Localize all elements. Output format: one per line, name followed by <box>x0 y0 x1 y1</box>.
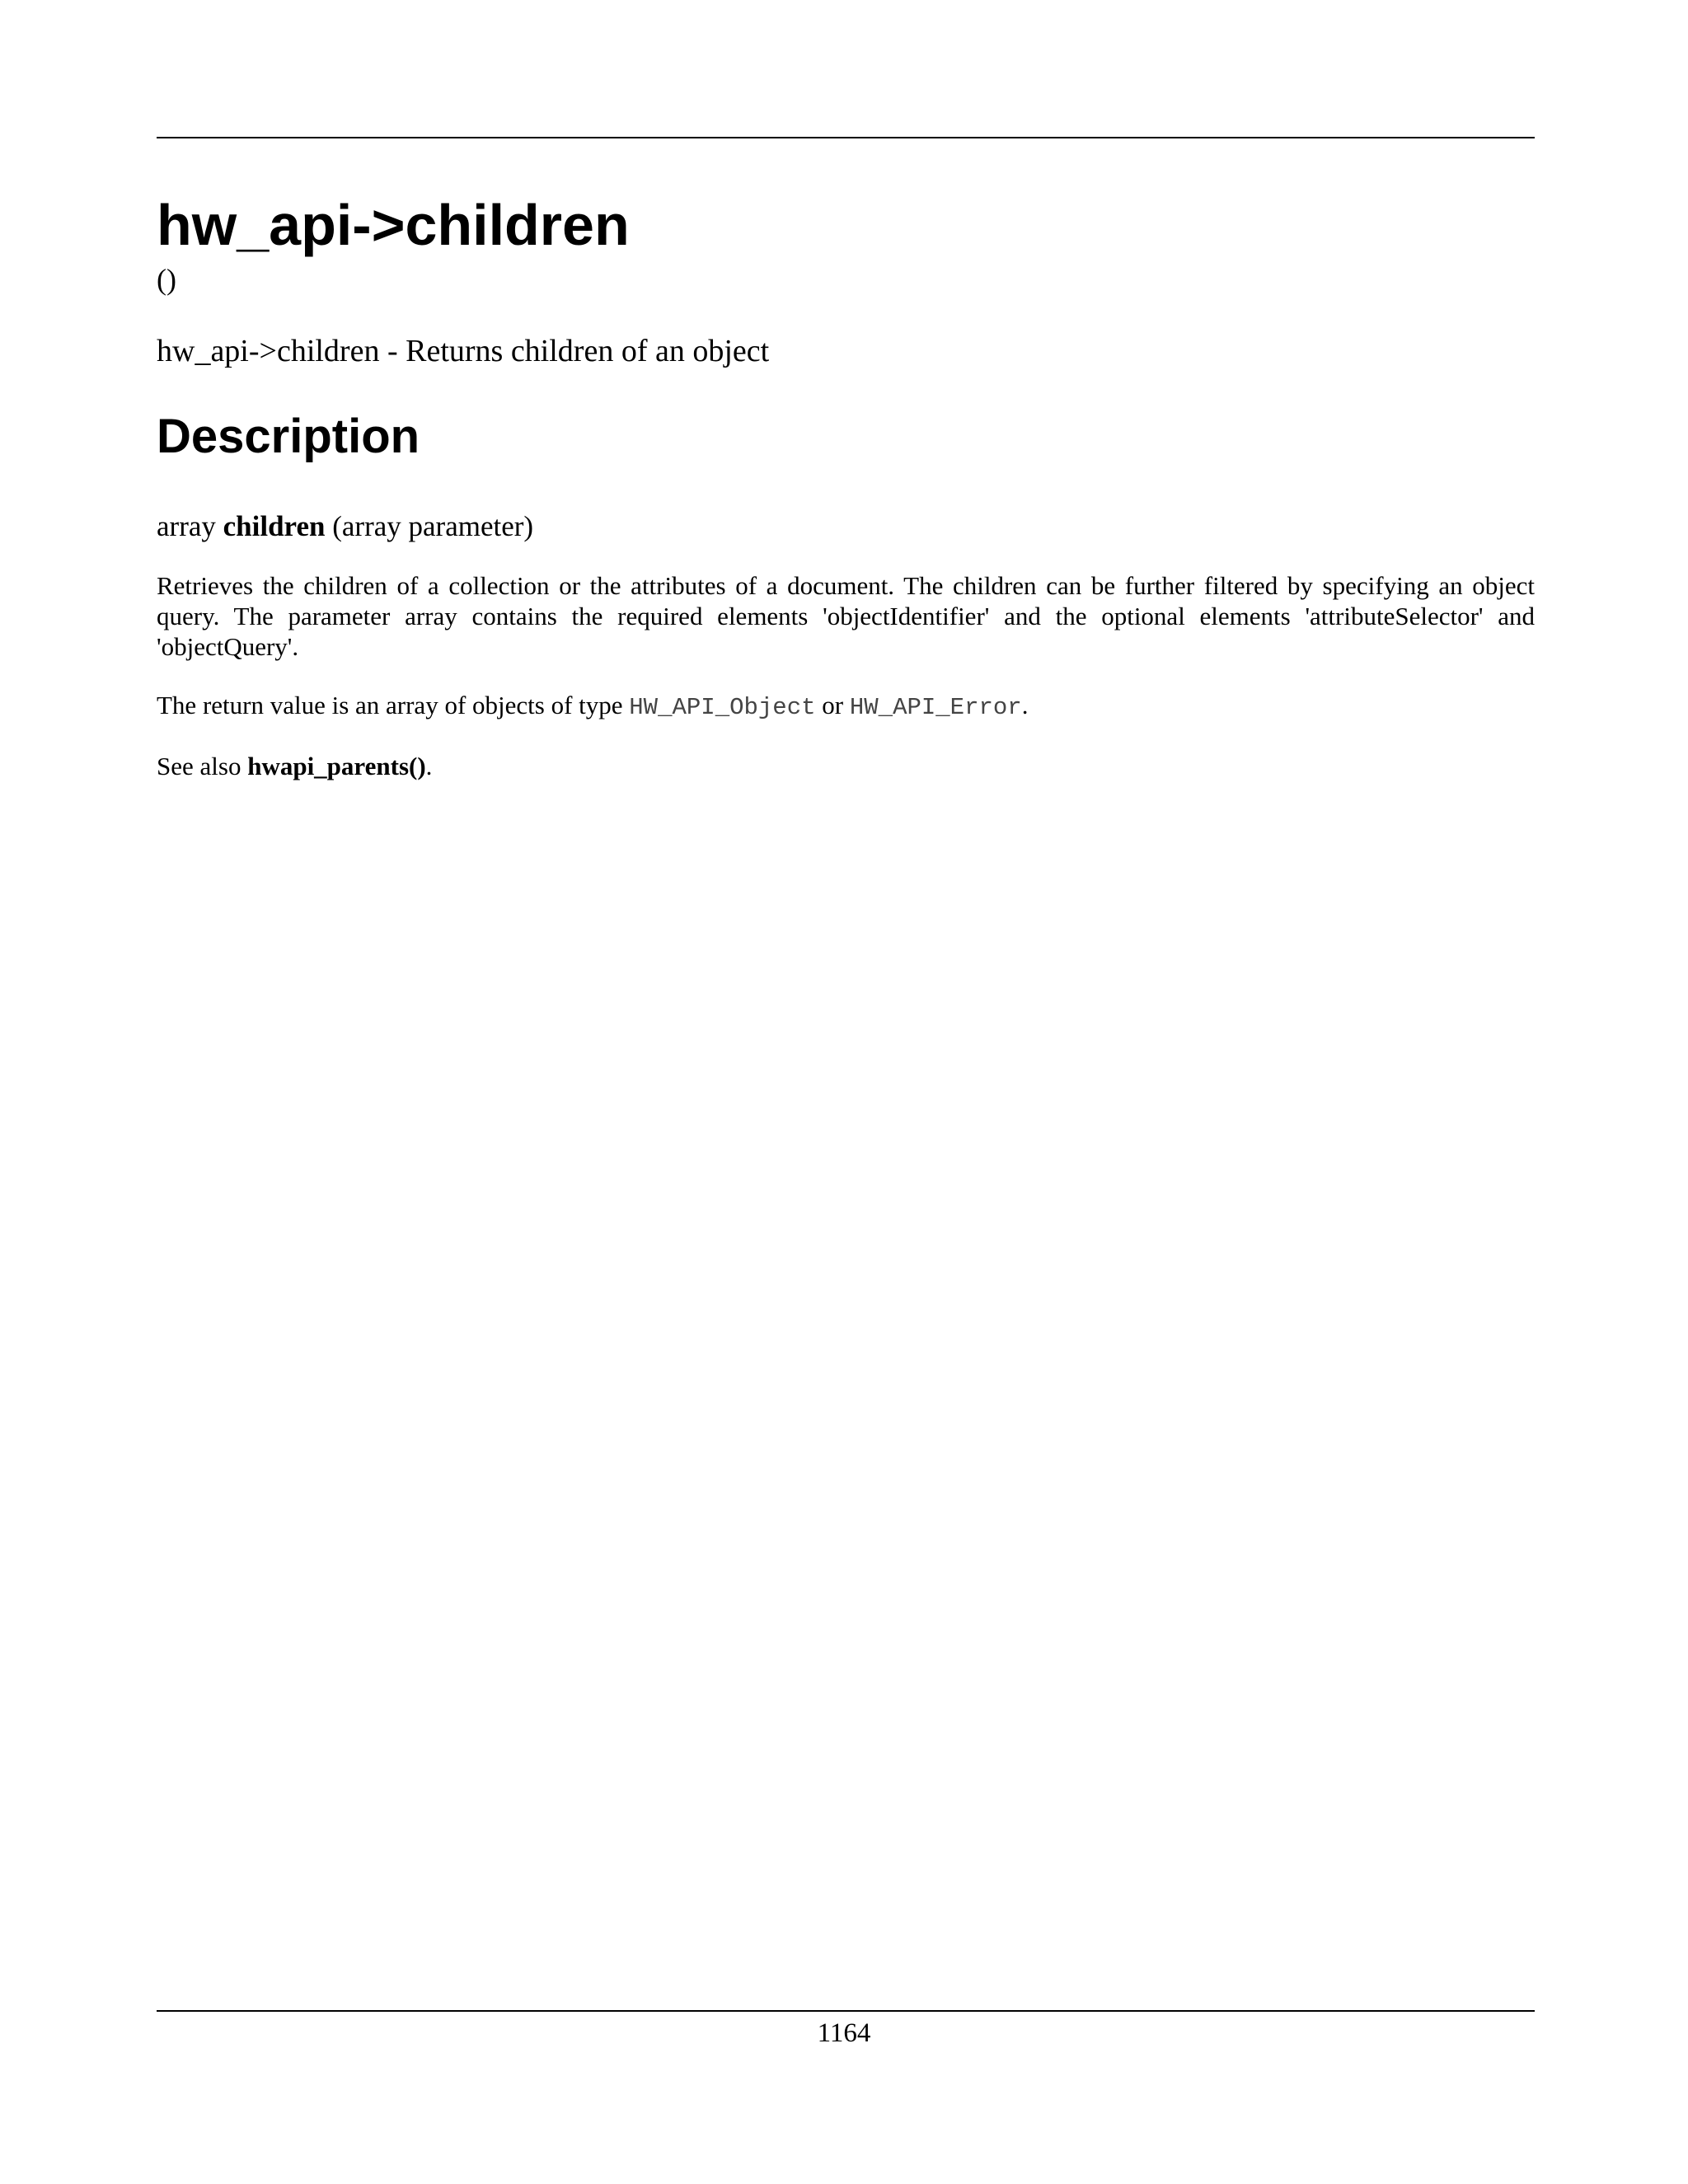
synopsis-return-type: array <box>157 510 216 542</box>
synopsis-params: (array parameter) <box>332 510 534 542</box>
page-title: hw_api->children <box>157 193 630 257</box>
bottom-rule <box>157 2010 1535 2012</box>
purpose-line: hw_api->children - Returns children of an object <box>157 334 770 368</box>
top-rule <box>157 137 1535 138</box>
page-content <box>157 186 1535 781</box>
return-value-suffix: . <box>1021 691 1029 719</box>
return-value-paragraph <box>157 690 1535 723</box>
return-value-prefix: The return value is an array of objects of type <box>157 691 630 719</box>
description-paragraph: Retrieves the children of a collection or the attributes of a document. The children can be further filtered by specifying an object query. The parameter array contains the required elements 'objectIdentifier' and the optional elements 'attributeSelector' and 'objectQuery'. <box>157 571 1535 661</box>
page-number: 1164 <box>817 2018 871 2048</box>
return-value-joiner: or <box>815 691 850 719</box>
see-also-prefix: See also <box>157 752 248 780</box>
see-also-paragraph <box>157 751 1535 781</box>
type-hw-api-error: HW_API_Error <box>849 694 1022 721</box>
see-also-link[interactable]: hwapi_parents() <box>247 752 426 780</box>
synopsis-function-name: children <box>223 510 326 542</box>
function-synopsis <box>157 508 1535 546</box>
title-parens: () <box>157 263 176 296</box>
type-hw-api-object: HW_API_Object <box>629 694 816 721</box>
see-also-suffix: . <box>425 752 433 780</box>
description-heading: Description <box>157 410 420 463</box>
